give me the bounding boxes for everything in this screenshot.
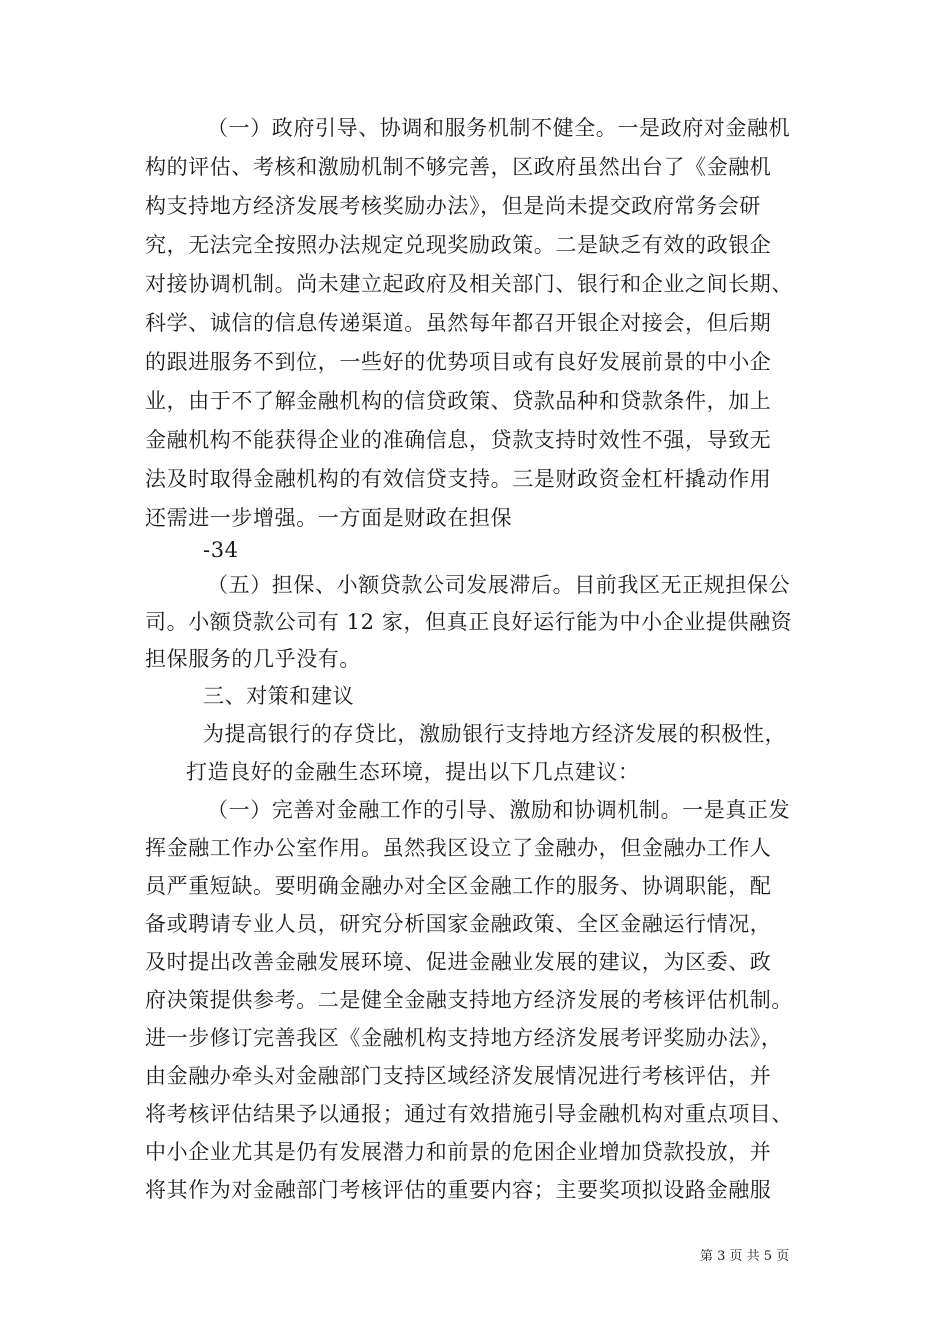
text-line: 担保服务的几乎没有。 [145, 647, 361, 671]
text-line: 究，无法完全按照办法规定兑现奖励政策。二是缺乏有效的政银企 [145, 233, 772, 257]
page-indicator: 第 3 页 共 5 页 [700, 1249, 790, 1264]
text-line: 司。小额贷款公司有 12 家，但真正良好运行能为中小企业提供融资 [145, 610, 793, 634]
text-line: 构支持地方经济发展考核奖励办法》，但是尚未提交政府常务会研 [145, 194, 761, 218]
text-line: 将考核评估结果予以通报；通过有效措施引导金融机构对重点项目、 [145, 1102, 793, 1126]
text-line: （五）担保、小额贷款公司发展滞后。目前我区无正规担保公 [207, 573, 791, 597]
text-line: 打造良好的金融生态环境，提出以下几点建议： [186, 760, 640, 784]
section-heading: 三、对策和建议 [203, 684, 355, 708]
text-line: 员严重短缺。要明确金融办对全区金融工作的服务、协调职能，配 [145, 874, 772, 898]
text-line: 为提高银行的存贷比，激励银行支持地方经济发展的积极性， [203, 722, 787, 746]
text-line: 法及时取得金融机构的有效信贷支持。三是财政资金杠杆撬动作用 [145, 467, 772, 491]
text-line: 对接协调机制。尚未建立起政府及相关部门、银行和企业之间长期、 [145, 272, 793, 296]
text-line: （一）完善对金融工作的引导、激励和协调机制。一是真正发 [207, 798, 791, 822]
text-line: 的跟进服务不到位，一些好的优势项目或有良好发展前景的中小企 [145, 350, 772, 374]
text-line: （一）政府引导、协调和服务机制不健全。一是政府对金融机 [207, 116, 791, 140]
text-line: 金融机构不能获得企业的准确信息，贷款支持时效性不强，导致无 [145, 428, 772, 452]
text-line: 业，由于不了解金融机构的信贷政策、贷款品种和贷款条件，加上 [145, 389, 772, 413]
text-line: 挥金融工作办公室作用。虽然我区设立了金融办，但金融办工作人 [145, 836, 772, 860]
text-line: 备或聘请专业人员，研究分析国家金融政策、全区金融运行情况， [145, 912, 772, 936]
text-line: 由金融办牵头对金融部门支持区域经济发展情况进行考核评估，并 [145, 1064, 772, 1088]
text-line: 还需进一步增强。一方面是财政在担保 [145, 506, 513, 530]
text-line: 科学、诚信的信息传递渠道。虽然每年都召开银企对接会，但后期 [145, 311, 772, 335]
text-line: 中小企业尤其是仍有发展潜力和前景的危困企业增加贷款投放，并 [145, 1140, 772, 1164]
text-line: 构的评估、考核和激励机制不够完善，区政府虽然出台了《金融机 [145, 155, 772, 179]
text-line: 及时提出改善金融发展环境、促进金融业发展的建议，为区委、政 [145, 950, 772, 974]
page-number-marker: -34 [203, 538, 239, 562]
text-line: 进一步修订完善我区《金融机构支持地方经济发展考评奖励办法》， [145, 1026, 783, 1050]
text-line: 府决策提供参考。二是健全金融支持地方经济发展的考核评估机制。 [145, 988, 793, 1012]
text-line: 将其作为对金融部门考核评估的重要内容；主要奖项拟设路金融服 [145, 1178, 772, 1202]
